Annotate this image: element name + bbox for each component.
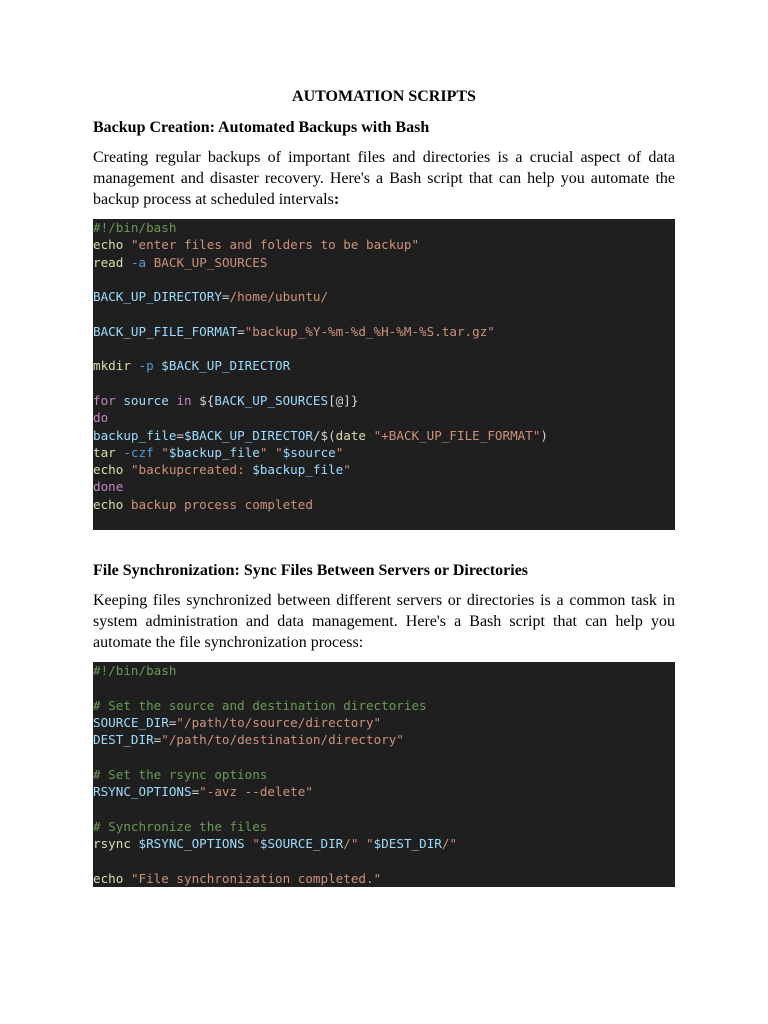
code-token: "enter files and folders to be backup" — [130, 237, 420, 253]
code-token: BACK_UP_FILE_FORMAT — [93, 323, 238, 339]
code-token — [123, 237, 131, 252]
paragraph-text: Creating regular backups of important files and directories is a crucial aspect of data management and disaster recovery. Here's a Bash script that can help you automate the backup process at scheduled intervals — [93, 149, 675, 208]
code-line — [93, 478, 675, 495]
code-line — [93, 783, 675, 800]
code-token: rsync — [93, 835, 131, 851]
code-token: ${ — [191, 392, 215, 408]
code-token — [123, 871, 131, 886]
code-line — [93, 305, 675, 322]
code-token: in — [176, 392, 192, 408]
code-token: " — [275, 444, 283, 460]
code-token: "/path/to/source/directory" — [176, 714, 382, 730]
code-token: "/path/to/destination/directory" — [161, 732, 404, 748]
code-token: /" — [343, 835, 359, 851]
section-heading-sync: File Synchronization: Sync Files Between Servers or Directories — [93, 562, 529, 579]
code-token: BACK_UP_DIRECTORY — [93, 289, 222, 305]
code-token: $DEST_DIR — [373, 835, 442, 851]
code-line — [93, 375, 675, 392]
code-token: #!/bin/bash — [93, 663, 177, 678]
code-line — [93, 288, 675, 305]
code-token — [146, 255, 154, 270]
code-token: ) — [540, 427, 548, 443]
code-token: tar — [93, 444, 116, 460]
code-token — [131, 358, 139, 373]
code-token: "backupcreated: — [130, 462, 253, 478]
code-token: echo — [93, 496, 124, 512]
code-line — [93, 766, 675, 783]
code-token: = — [168, 714, 177, 730]
code-line — [93, 818, 675, 835]
code-line — [93, 427, 675, 444]
code-token: date — [335, 427, 366, 443]
code-token: source — [123, 392, 169, 408]
code-line — [93, 852, 675, 869]
section-paragraph-backup — [93, 147, 675, 210]
code-token: $RSYNC_OPTIONS — [138, 835, 245, 851]
code-line — [93, 271, 675, 288]
code-token: " — [366, 835, 374, 851]
document-page — [93, 86, 675, 887]
code-token — [358, 836, 366, 851]
code-token: # Set the source and destination directories — [93, 697, 427, 713]
document-title: AUTOMATION SCRIPTS — [292, 88, 476, 105]
code-token: /$( — [312, 427, 336, 443]
code-token: "backup_%Y-%m-%d_%H-%M-%S.tar.gz" — [244, 323, 495, 339]
code-token: -a — [130, 254, 147, 270]
code-token: done — [93, 479, 124, 495]
code-token: $backup_file — [168, 444, 260, 460]
code-token: -p — [138, 358, 154, 374]
code-line — [93, 357, 675, 374]
code-line — [93, 340, 675, 357]
code-token — [123, 255, 131, 270]
code-token — [131, 836, 139, 851]
code-line — [93, 254, 675, 271]
code-block-sync — [93, 662, 675, 887]
code-line — [93, 409, 675, 426]
code-line — [93, 662, 675, 679]
code-token: [@]} — [328, 392, 359, 408]
code-token: = — [191, 784, 200, 800]
section-heading-backup: Backup Creation: Automated Backups with Bash — [93, 119, 430, 136]
code-token: $BACK_UP_DIRECTOR — [161, 358, 291, 374]
code-token: DEST_DIR — [93, 732, 154, 748]
code-token: #!/bin/bash — [93, 220, 177, 235]
code-token: /home/ubuntu/ — [229, 289, 329, 305]
code-line — [93, 870, 675, 887]
code-token: do — [93, 410, 109, 426]
code-token: = — [176, 427, 184, 443]
code-token: BACK_UP_SOURCES — [153, 254, 268, 270]
code-token: # Synchronize the files — [93, 818, 268, 834]
code-token — [123, 462, 131, 477]
code-line — [93, 800, 675, 817]
code-token: $BACK_UP_DIRECTOR — [184, 427, 313, 443]
code-token: = — [221, 289, 230, 305]
code-line — [93, 748, 675, 765]
code-token: # Set the rsync options — [93, 766, 268, 782]
code-line — [93, 513, 675, 530]
code-line — [93, 496, 675, 513]
code-token: RSYNC_OPTIONS — [93, 784, 192, 800]
code-token — [267, 445, 275, 460]
code-token: $backup_file — [252, 462, 344, 478]
code-token: echo — [93, 237, 124, 253]
code-token: /" — [441, 835, 458, 851]
code-line — [93, 679, 675, 696]
code-token: " — [252, 835, 260, 851]
code-line — [93, 219, 675, 236]
code-line — [93, 835, 675, 852]
code-token — [123, 497, 131, 512]
code-token: -czf — [123, 444, 154, 460]
code-line — [93, 392, 675, 409]
code-line — [93, 461, 675, 478]
paragraph-colon: : — [333, 191, 340, 208]
code-token: backup_file — [93, 427, 177, 443]
code-token: $source — [282, 444, 336, 460]
code-token: = — [237, 323, 245, 339]
code-token: echo — [93, 462, 124, 478]
code-token: read — [93, 254, 124, 270]
code-line — [93, 697, 675, 714]
code-line — [93, 731, 675, 748]
code-token: " — [161, 444, 169, 460]
code-token: $SOURCE_DIR — [259, 835, 344, 851]
code-token: " — [343, 462, 351, 478]
code-token: "+BACK_UP_FILE_FORMAT" — [373, 427, 541, 443]
code-token: BACK_UP_SOURCES — [214, 392, 329, 408]
code-line — [93, 444, 675, 461]
code-token: " — [259, 444, 268, 460]
code-token: " — [335, 444, 344, 460]
code-token: "-avz --delete" — [199, 784, 313, 800]
code-token: backup process completed — [130, 496, 313, 512]
code-token — [366, 428, 374, 443]
code-token: SOURCE_DIR — [93, 714, 169, 730]
section-paragraph-sync: Keeping files synchronized between different servers or directories is a common task in system administration and data management. Here's a Bash script that can help you automate the file synchronization process: — [93, 592, 675, 651]
code-token: for — [93, 392, 116, 408]
code-token: = — [153, 732, 162, 748]
code-line — [93, 323, 675, 340]
code-block-backup — [93, 219, 675, 530]
code-line — [93, 714, 675, 731]
code-token: echo — [93, 870, 124, 886]
code-line — [93, 236, 675, 253]
code-token: "File synchronization completed." — [130, 870, 382, 886]
code-token: mkdir — [93, 358, 131, 374]
